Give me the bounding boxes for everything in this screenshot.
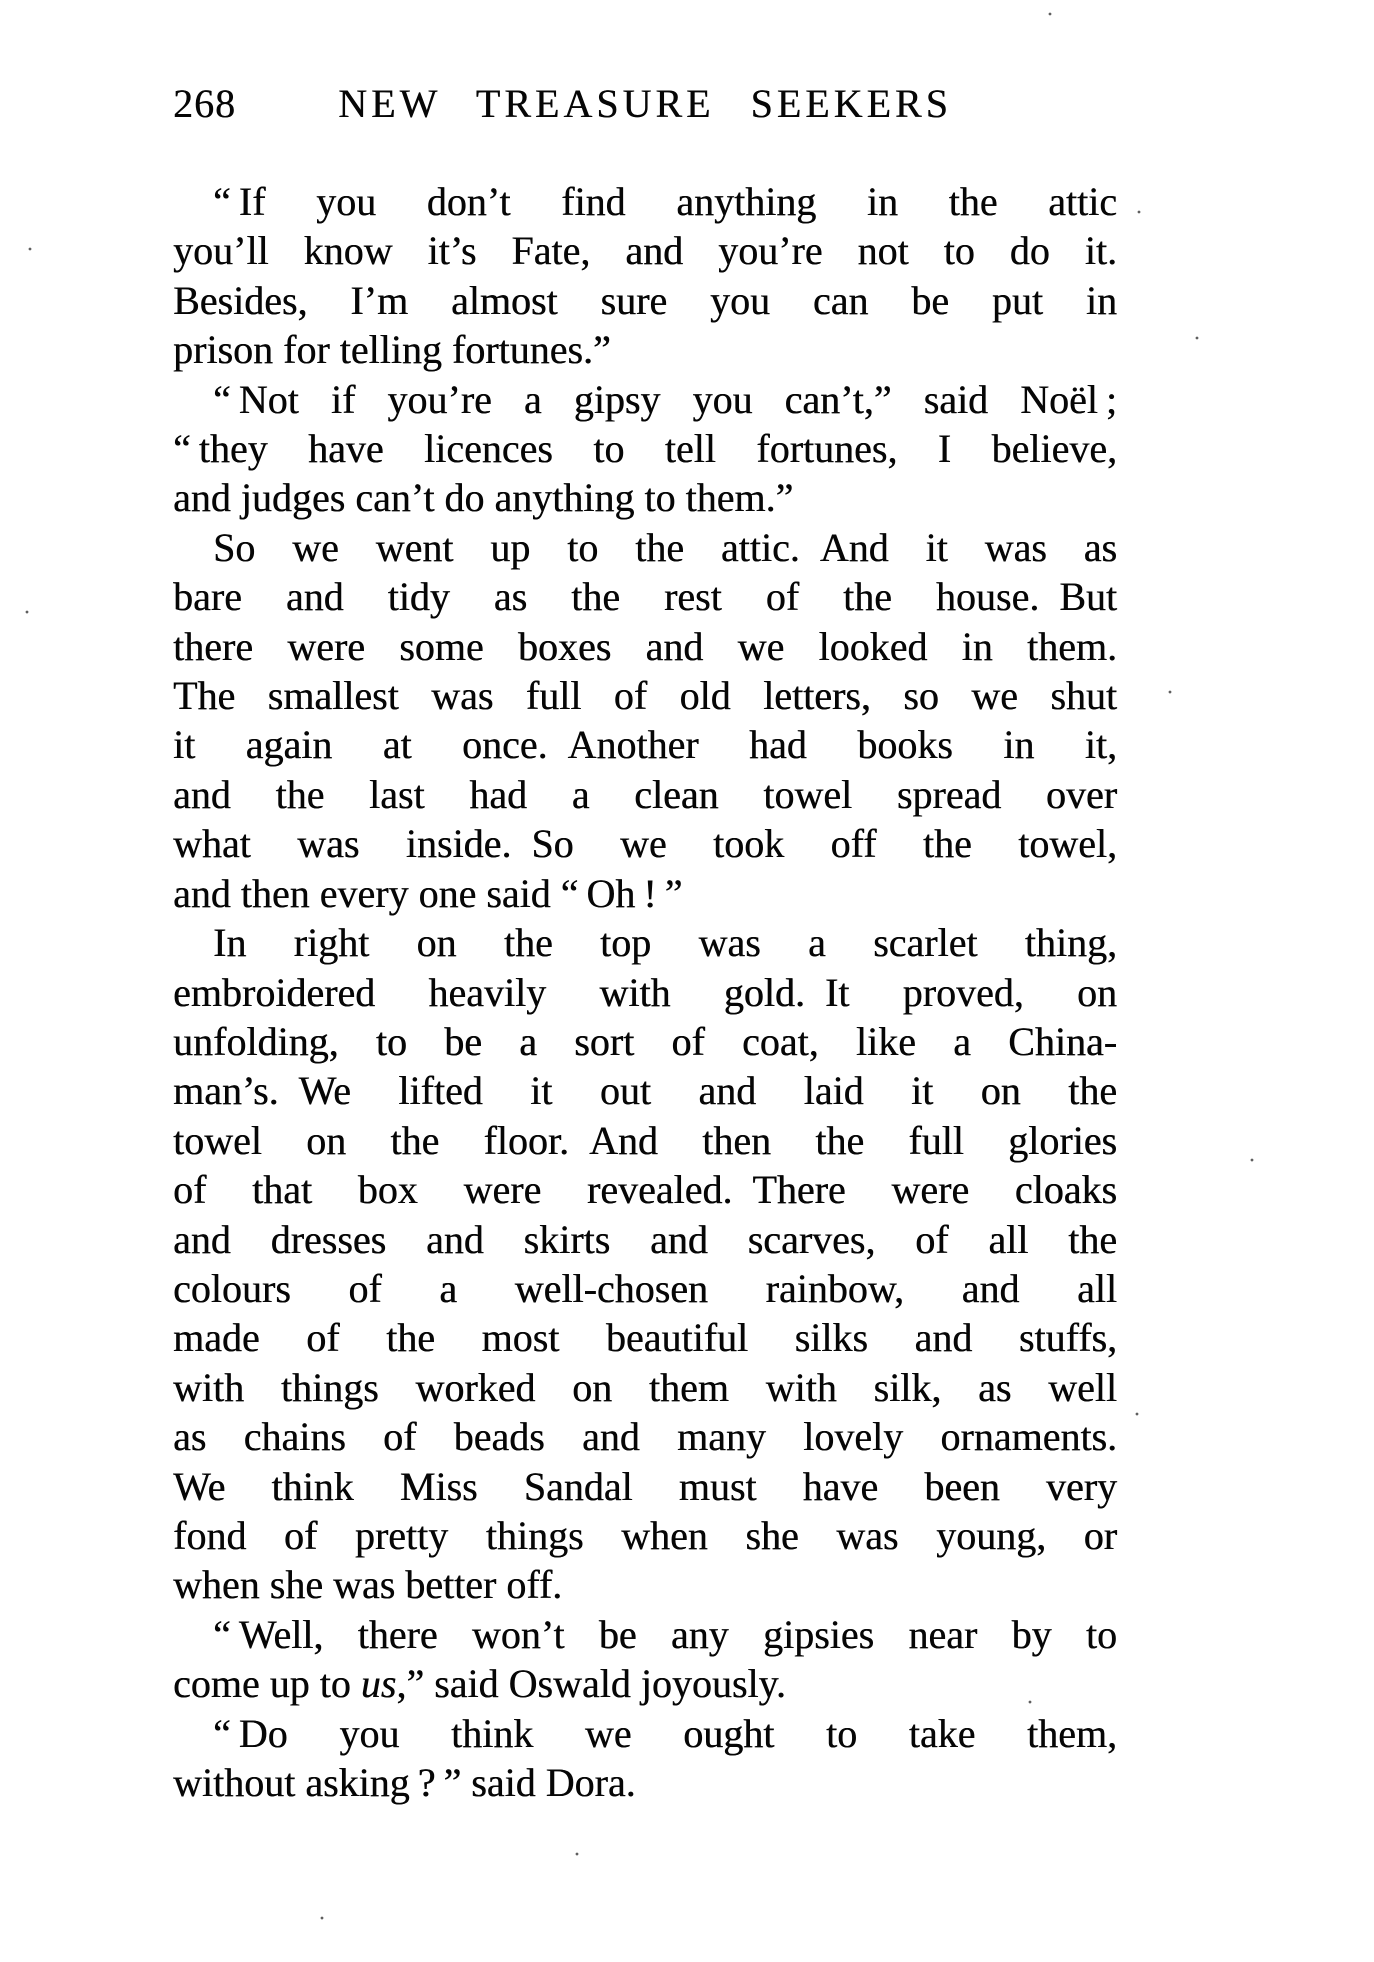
scan-speck	[1049, 13, 1052, 16]
page-number: 268	[173, 81, 236, 126]
scan-speck	[1251, 1159, 1254, 1162]
text-line: “ Not if you’re a gipsy you can’t,” said Noël ;	[213, 376, 1117, 422]
text-line: Besides, I’m almost sure you can be put in	[173, 277, 1117, 323]
text-line: it again at once. Another had books in it,	[173, 722, 1117, 768]
text-line: when she was better off.	[173, 1562, 563, 1608]
scan-speck	[29, 248, 32, 251]
text-line: fond of pretty things when she was young, or	[173, 1512, 1117, 1558]
text-line: The smallest was full of old letters, so we shut	[173, 673, 1117, 719]
text-line: So we went up to the attic. And it was as	[213, 524, 1117, 570]
text-line: and dresses and skirts and scarves, of all the	[173, 1216, 1117, 1262]
text-line: unfolding, to be a sort of coat, like a China-	[173, 1018, 1117, 1064]
text-line: as chains of beads and many lovely ornaments.	[173, 1414, 1117, 1460]
text-line: come up to us,” said Oswald joyously.	[173, 1661, 786, 1707]
scan-speck	[1169, 691, 1172, 694]
text-line: bare and tidy as the rest of the house. But	[173, 574, 1117, 620]
text-line: “ If you don’t find anything in the attic	[213, 179, 1117, 224]
scan-speck	[1029, 1701, 1032, 1704]
text-line: and the last had a clean towel spread over	[173, 771, 1117, 817]
page-body	[173, 177, 1117, 1807]
text-line: “ Well, there won’t be any gipsies near by to	[213, 1611, 1117, 1657]
scan-speck	[321, 1917, 324, 1920]
text-line: you’ll know it’s Fate, and you’re not to do it.	[173, 228, 1117, 274]
scan-speck	[26, 611, 29, 614]
page-header	[173, 80, 1117, 129]
scan-speck	[1138, 211, 1141, 214]
text-line: and then every one said “ Oh ! ”	[173, 870, 683, 916]
text-line: embroidered heavily with gold. It proved, on	[173, 969, 1117, 1015]
scan-speck	[576, 1853, 579, 1856]
running-title: NEW TREASURE SEEKERS	[338, 81, 952, 126]
text-line: We think Miss Sandal must have been very	[173, 1463, 1117, 1509]
text-line: In right on the top was a scarlet thing,	[213, 920, 1117, 966]
text-line: with things worked on them with silk, as well	[173, 1364, 1117, 1410]
text-line: there were some boxes and we looked in them.	[173, 623, 1117, 669]
text-line: colours of a well-chosen rainbow, and all	[173, 1265, 1117, 1311]
scan-speck	[1196, 337, 1199, 340]
text-line: without asking ? ” said Dora.	[173, 1760, 636, 1805]
text-line: “ they have licences to tell fortunes, I believe,	[173, 426, 1117, 472]
text-line: prison for telling fortunes.”	[173, 327, 611, 373]
text-line: man’s. We lifted it out and laid it on the	[173, 1068, 1117, 1114]
text-line: “ Do you think we ought to take them,	[213, 1710, 1117, 1756]
text-line: what was inside. So we took off the towel,	[173, 821, 1117, 867]
scan-speck	[1136, 1413, 1139, 1416]
text-line: of that box were revealed. There were cloaks	[173, 1167, 1117, 1213]
text-line: made of the most beautiful silks and stuffs,	[173, 1315, 1117, 1361]
text-line: towel on the floor. And then the full glories	[173, 1117, 1117, 1163]
text-line: and judges can’t do anything to them.”	[173, 475, 794, 521]
